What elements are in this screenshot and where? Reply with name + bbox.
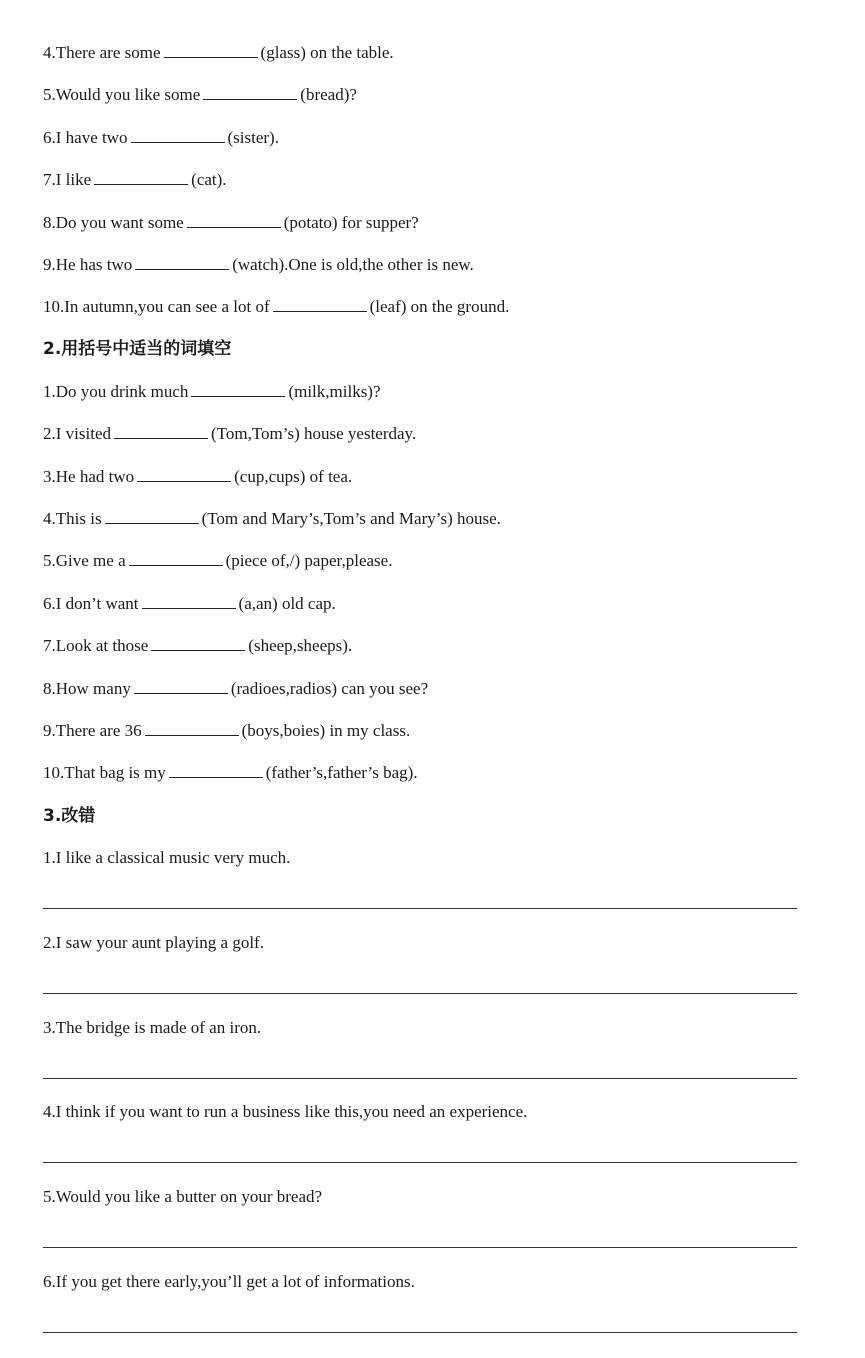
item-hint: (sister).: [227, 128, 279, 147]
answer-line[interactable]: [43, 908, 797, 909]
exercise-item: [43, 170, 227, 190]
item-text: 8.How many: [43, 679, 131, 698]
exercise-item: [43, 594, 336, 614]
exercise-item: [43, 636, 352, 656]
answer-blank[interactable]: [94, 170, 188, 185]
answer-blank[interactable]: [151, 636, 245, 651]
answer-blank[interactable]: [203, 85, 297, 100]
item-hint: (leaf) on the ground.: [369, 297, 510, 316]
exercise-item: [43, 128, 279, 148]
item-text: 5.Give me a: [43, 551, 126, 570]
correction-sentence: 4.I think if you want to run a business like this,you need an experience.: [43, 1102, 528, 1121]
correction-sentence: 1.I like a classical music very much.: [43, 848, 291, 867]
item-text: 6.I don’t want: [43, 594, 139, 613]
answer-blank[interactable]: [114, 424, 208, 439]
answer-blank[interactable]: [164, 43, 258, 58]
item-text: 5.Would you like some: [43, 85, 201, 104]
item-hint: (milk,milks)?: [288, 382, 381, 401]
answer-line[interactable]: [43, 1247, 797, 1248]
answer-line[interactable]: [43, 993, 797, 994]
item-hint: (boys,boies) in my class.: [241, 721, 411, 740]
answer-blank[interactable]: [131, 128, 225, 143]
answer-line[interactable]: [43, 1162, 797, 1163]
section-heading: 2.用括号中适当的词填空: [43, 339, 232, 359]
answer-blank[interactable]: [105, 509, 199, 524]
item-text: 8.Do you want some: [43, 213, 184, 232]
exercise-item: [43, 255, 474, 275]
item-hint: (radioes,radios) can you see?: [230, 679, 429, 698]
item-text: 7.I like: [43, 170, 92, 189]
answer-blank[interactable]: [135, 255, 229, 270]
answer-blank[interactable]: [191, 382, 285, 397]
item-text: 1.Do you drink much: [43, 382, 189, 401]
exercise-item: [43, 424, 416, 444]
item-hint: (glass) on the table.: [260, 43, 394, 62]
answer-line[interactable]: [43, 1078, 797, 1079]
answer-blank[interactable]: [134, 679, 228, 694]
item-hint: (watch).One is old,the other is new.: [232, 255, 474, 274]
answer-blank[interactable]: [169, 763, 263, 778]
item-hint: (Tom,Tom’s) house yesterday.: [211, 424, 417, 443]
item-hint: (cat).: [191, 170, 227, 189]
exercise-item: [43, 509, 501, 529]
exercise-item: [43, 763, 418, 783]
exercise-item: [43, 721, 410, 741]
section-heading: 3.改错: [43, 806, 96, 826]
item-hint: (piece of,/) paper,please.: [225, 551, 393, 570]
answer-line[interactable]: [43, 1332, 797, 1333]
correction-sentence: 3.The bridge is made of an iron.: [43, 1018, 262, 1037]
item-hint: (sheep,sheeps).: [248, 636, 353, 655]
item-text: 7.Look at those: [43, 636, 149, 655]
item-text: 10.That bag is my: [43, 763, 166, 782]
answer-blank[interactable]: [129, 551, 223, 566]
item-text: 3.He had two: [43, 467, 135, 486]
answer-blank[interactable]: [187, 213, 281, 228]
item-hint: (a,an) old cap.: [238, 594, 336, 613]
correction-sentence: 2.I saw your aunt playing a golf.: [43, 933, 264, 952]
exercise-item: [43, 551, 392, 571]
exercise-item: [43, 43, 394, 63]
item-hint: (bread)?: [300, 85, 357, 104]
item-text: 6.I have two: [43, 128, 128, 147]
item-hint: (father’s,father’s bag).: [265, 763, 418, 782]
item-hint: (potato) for supper?: [283, 213, 419, 232]
item-text: 2.I visited: [43, 424, 111, 443]
answer-blank[interactable]: [273, 297, 367, 312]
correction-sentence: 6.If you get there early,you’ll get a lot of informations.: [43, 1272, 415, 1291]
answer-blank[interactable]: [137, 467, 231, 482]
exercise-item: [43, 467, 352, 487]
item-text: 9.He has two: [43, 255, 133, 274]
exercise-item: [43, 679, 428, 699]
item-hint: (cup,cups) of tea.: [234, 467, 353, 486]
correction-sentence: 5.Would you like a butter on your bread?: [43, 1187, 323, 1206]
item-text: 4.This is: [43, 509, 102, 528]
item-text: 4.There are some: [43, 43, 161, 62]
item-hint: (Tom and Mary’s,Tom’s and Mary’s) house.: [201, 509, 501, 528]
exercise-item: [43, 85, 357, 105]
item-text: 10.In autumn,you can see a lot of: [43, 297, 270, 316]
exercise-item: [43, 297, 509, 317]
item-text: 9.There are 36: [43, 721, 142, 740]
answer-blank[interactable]: [142, 594, 236, 609]
answer-blank[interactable]: [145, 721, 239, 736]
exercise-item: [43, 213, 419, 233]
exercise-item: [43, 382, 381, 402]
